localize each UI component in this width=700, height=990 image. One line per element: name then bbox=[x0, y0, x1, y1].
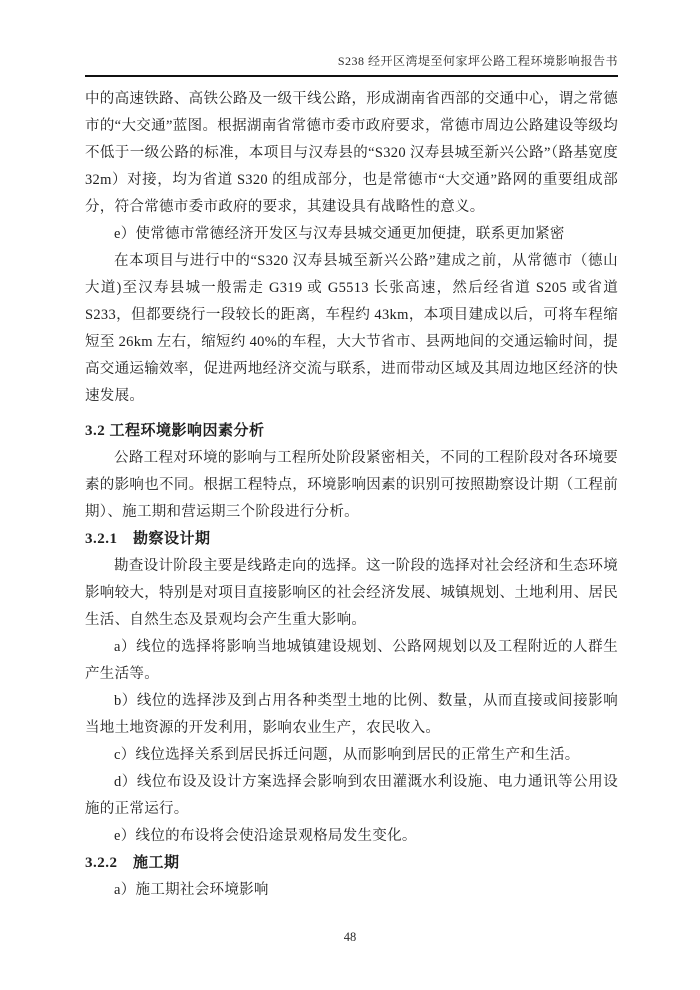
paragraph-route-saving: 在本项目与进行中的“S320 汉寿县城至新兴公路”建成之前，从常德市（德山大道)至汉寿县城一般需走 G319 或 G5513 长张高速，然后经省道 S205 或省道 S233，但都要绕行一段较长的距离，车程约 43km，本项目建成以后，可将车程缩短至 26km 左右，缩短约 40%的车程，大大节省市、县两地间的交通运输时间，提高交通运输效率，促进两地经济交流与联系，进而带动区域及其周边地区经济的快速发展。 bbox=[85, 253, 618, 404]
section-heading-3-2-1: 3.2.1 勘察设计期 bbox=[85, 531, 211, 547]
page-number: 48 bbox=[343, 930, 357, 944]
paragraph-continued: 中的高速铁路、高铁公路及一级干线公路，形成湖南省西部的交通中心，谓之常德市的“大交通”蓝图。根据湖南省常德市委市政府要求，常德市周边公路建设等级均不低于一级公路的标准，本项目与汉寿县的“S320 汉寿县城至新兴公路”（路基宽度32m）对接，均为省道 S320 的组成部分，也是常德市“大交通”路网的重要组成部分，符合常德市委市政府的要求，其建设具有战略性的意义。 bbox=[85, 91, 618, 215]
paragraph-item-a: a）线位的选择将影响当地城镇建设规划、公路网规划以及工程附近的人群生产生活等。 bbox=[85, 639, 618, 682]
section-heading-3-2: 3.2 工程环境影响因素分析 bbox=[85, 423, 265, 439]
page-footer bbox=[0, 930, 700, 945]
paragraph-section-intro: 公路工程对环境的影响与工程所处阶段紧密相关，不同的工程阶段对各环境要素的影响也不同。根据工程特点，环境影响因素的识别可按照勘察设计期（工程前期）、施工期和营运期三个阶段进行分析。 bbox=[85, 450, 618, 520]
section-heading-3-2-2: 3.2.2 施工期 bbox=[85, 855, 180, 871]
paragraph-item-a-social: a）施工期社会环境影响 bbox=[114, 882, 269, 898]
paragraph-item-d: d）线位布设及设计方案选择会影响到农田灌溉水利设施、电力通讯等公用设施的正常运行。 bbox=[85, 774, 618, 817]
header-title: S238 经开区湾堤至何家坪公路工程环境影响报告书 bbox=[337, 54, 618, 68]
paragraph-item-c: c）线位选择关系到居民拆迁问题，从而影响到居民的正常生产和生活。 bbox=[114, 747, 580, 763]
paragraph-item-e-layout: e）线位的布设将会使沿途景观格局发生变化。 bbox=[114, 828, 417, 844]
document-body bbox=[85, 86, 618, 904]
paragraph-item-e-benefit: e）使常德市常德经济开发区与汉寿县城交通更加便捷，联系更加紧密 bbox=[114, 226, 565, 242]
page-header bbox=[85, 52, 618, 77]
paragraph-survey-stage: 勘查设计阶段主要是线路走向的选择。这一阶段的选择对社会经济和生态环境影响较大，特别是对项目直接影响区的社会经济发展、城镇规划、土地利用、居民生活、自然生态及景观均会产生重大影响。 bbox=[85, 558, 618, 628]
paragraph-item-b: b）线位的选择涉及到占用各种类型土地的比例、数量，从而直接或间接影响当地土地资源的开发利用，影响农业生产，农民收入。 bbox=[85, 693, 618, 736]
